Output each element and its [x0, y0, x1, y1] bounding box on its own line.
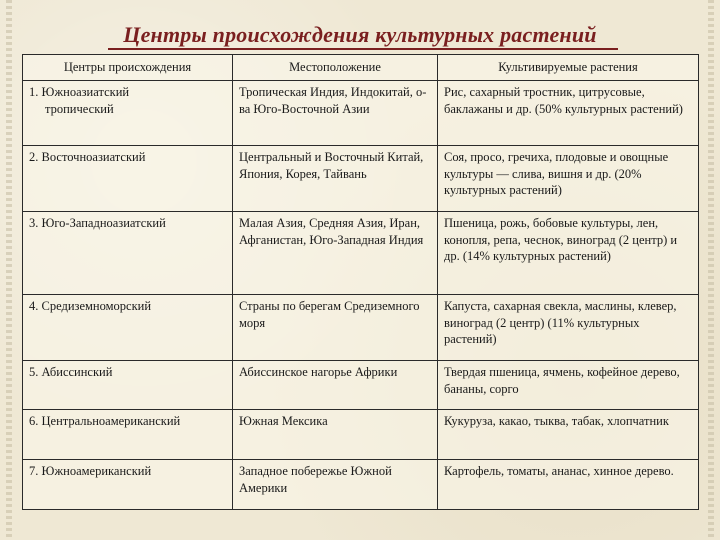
cell-plants: Пшеница, рожь, бобовые культуры, лен, конопля, репа, чеснок, виноград (2 центр) и др. (14% культурных растений) [438, 212, 699, 295]
cell-location: Западное побережье Южной Америки [233, 460, 438, 510]
table-row [23, 212, 699, 295]
cell-center: 4. Средиземноморский [23, 295, 233, 361]
cell-plants: Твердая пшеница, ячмень, кофейное дерево, бананы, сорго [438, 361, 699, 410]
table-row [23, 410, 699, 460]
cell-plants: Рис, сахарный тростник, цитрусовые, баклажаны и др. (50% культурных растений) [438, 81, 699, 146]
cell-location: Южная Мексика [233, 410, 438, 460]
cell-center: 3. Юго-Западноазиатский [23, 212, 233, 295]
cell-location: Малая Азия, Средняя Азия, Иран, Афганистан, Юго-Западная Индия [233, 212, 438, 295]
cell-location: Центральный и Восточный Китай, Япония, Корея, Тайвань [233, 146, 438, 212]
cell-center: 5. Абиссинский [23, 361, 233, 410]
cell-location: Абиссинское нагорье Африки [233, 361, 438, 410]
table-row [23, 146, 699, 212]
cell-center [23, 81, 233, 146]
header-location: Местоположение [233, 55, 438, 81]
cell-plants: Картофель, томаты, ананас, хинное дерево. [438, 460, 699, 510]
cell-plants: Соя, просо, гречиха, плодовые и овощные культуры — слива, вишня и др. (20% культурных растений) [438, 146, 699, 212]
page-title: Центры происхождения культурных растений [123, 22, 597, 47]
cell-center: 6. Центральноамериканский [23, 410, 233, 460]
cell-plants: Кукуруза, какао, тыква, табак, хлопчатник [438, 410, 699, 460]
cell-center: 2. Восточноазиатский [23, 146, 233, 212]
title-underline [108, 48, 618, 50]
table-row [23, 295, 699, 361]
cell-plants: Капуста, сахарная свекла, маслины, клевер, виноград (2 центр) (11% культурных растений) [438, 295, 699, 361]
header-plants: Культивируемые растения [438, 55, 699, 81]
cell-center-line2: тропический [45, 101, 114, 116]
table-row [23, 81, 699, 146]
cell-center-line1: 1. Южноазиатский [29, 85, 130, 99]
cell-center: 7. Южноамериканский [23, 460, 233, 510]
cell-location: Страны по берегам Средиземного моря [233, 295, 438, 361]
table-row [23, 460, 699, 510]
cell-location: Тропическая Индия, Индокитай, о-ва Юго-Восточной Азии [233, 81, 438, 146]
table-header-row [23, 55, 699, 81]
centers-table [22, 54, 699, 510]
table-row [23, 361, 699, 410]
header-center: Центры происхождения [23, 55, 233, 81]
